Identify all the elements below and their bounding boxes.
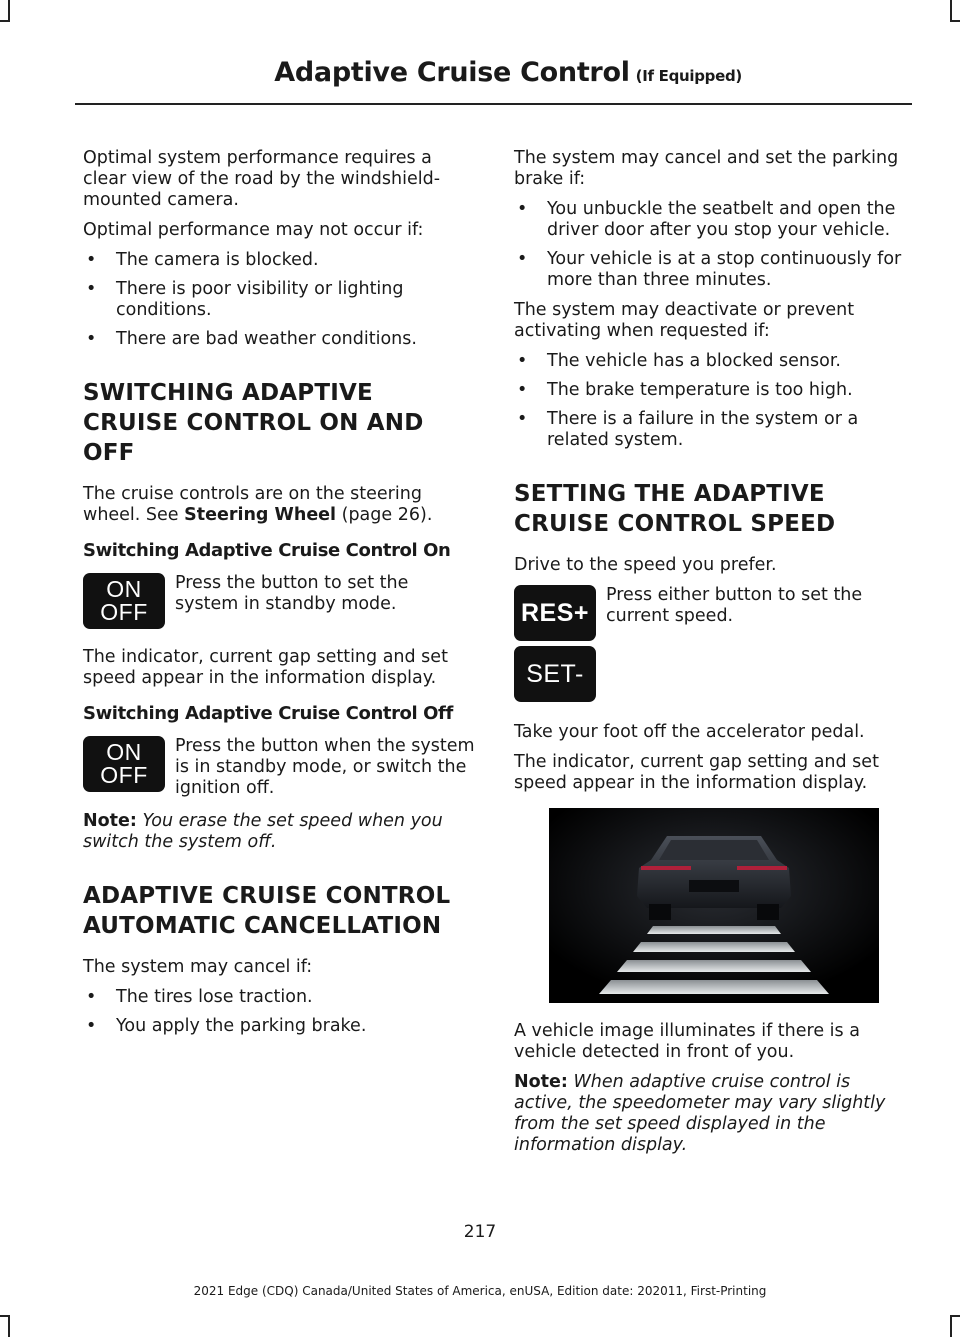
bullet-list [514, 199, 907, 291]
crop-mark [8, 0, 10, 20]
gap-bar [599, 980, 829, 994]
list-item-text: The camera is blocked. [116, 250, 319, 270]
heading-line: SETTING THE ADAPTIVE [514, 481, 825, 507]
gap-bar [633, 942, 795, 952]
crop-mark [950, 0, 952, 20]
bullet: • [517, 409, 528, 429]
list-item [83, 279, 476, 321]
set-minus-button-icon [514, 646, 596, 702]
list-item [83, 250, 476, 271]
text: (page 26). [336, 505, 433, 525]
note-text: When adaptive cruise control is active, the speedometer may vary slightly from the set speed displayed in the information display. [514, 1072, 886, 1155]
icon-label: OFF [100, 599, 148, 625]
note-text: You erase the set speed when you switch the system off. [83, 811, 443, 852]
list-item-text: You apply the parking brake. [116, 1016, 367, 1036]
list-item-text: There is poor visibility or lighting conditions. [116, 279, 404, 320]
section-heading [83, 881, 476, 941]
subsection-heading: Switching Adaptive Cruise Control On [83, 540, 451, 561]
crop-mark [0, 1315, 10, 1317]
paragraph: Drive to the speed you prefer. [514, 555, 777, 575]
left-column [83, 148, 476, 1046]
on-off-button-icon [83, 736, 165, 792]
page-number: 217 [463, 1222, 497, 1242]
crop-mark [950, 1317, 952, 1337]
icon-label: SET- [526, 659, 584, 688]
page-header [274, 57, 742, 88]
list-item [514, 199, 907, 241]
paragraph: The system may deactivate or prevent activating when requested if: [514, 300, 855, 341]
paragraph: The system may cancel and set the parking brake if: [514, 148, 899, 189]
text: The cruise controls are on the steering wheel. See [83, 484, 422, 525]
heading-line: CRUISE CONTROL ON AND OFF [83, 410, 424, 466]
car-illustration [549, 808, 879, 1003]
lead-vehicle-display-image [549, 808, 879, 1003]
on-off-button-icon [83, 573, 165, 629]
icon-label: ON [106, 739, 142, 765]
paragraph: Optimal performance may not occur if: [83, 220, 424, 240]
crop-mark [950, 1315, 960, 1317]
note-label: Note: [514, 1072, 568, 1092]
icon-description: Press the button when the system is in standby mode, or switch the ignition off. [175, 736, 475, 798]
icon-description: Press the button to set the system in standby mode. [175, 573, 409, 614]
list-item [514, 380, 907, 401]
list-item-text: The vehicle has a blocked sensor. [547, 351, 841, 371]
paragraph: The system may cancel if: [83, 957, 313, 977]
list-item [83, 1016, 476, 1037]
list-item-text: You unbuckle the seatbelt and open the driver door after you stop your vehicle. [547, 199, 896, 240]
note [83, 811, 476, 853]
header-subtitle: (If Equipped) [635, 67, 742, 85]
list-item [514, 249, 907, 291]
bullet: • [517, 249, 528, 269]
paragraph: A vehicle image illuminates if there is a vehicle detected in front of you. [514, 1021, 860, 1062]
list-item [514, 409, 907, 451]
bullet-list [514, 351, 907, 451]
bullet: • [86, 987, 97, 1007]
gap-bar [617, 960, 811, 972]
heading-line: SWITCHING ADAPTIVE [83, 380, 373, 406]
bullet: • [86, 250, 97, 270]
edition-line: 2021 Edge (CDQ) Canada/United States of America, enUSA, Edition date: 202011, First-Printing [193, 1284, 767, 1298]
list-item-text: The tires lose traction. [116, 987, 313, 1007]
paragraph: The indicator, current gap setting and set speed appear in the information display. [514, 752, 879, 793]
paragraph: Take your foot off the accelerator pedal. [514, 722, 865, 742]
bullet-list [83, 250, 476, 350]
icon-row [83, 736, 476, 799]
heading-line: CRUISE CONTROL SPEED [514, 511, 836, 537]
bullet: • [86, 1016, 97, 1036]
res-plus-button-icon [514, 585, 596, 641]
note [514, 1072, 907, 1156]
list-item-text: The brake temperature is too high. [547, 380, 853, 400]
header-rule [75, 103, 912, 105]
header-title: Adaptive Cruise Control [274, 57, 630, 88]
paragraph: Optimal system performance requires a clear view of the road by the windshield-mounted camera. [83, 148, 441, 210]
icon-label: ON [106, 576, 142, 602]
heading-line: ADAPTIVE CRUISE CONTROL [83, 883, 451, 909]
heading-line: AUTOMATIC CANCELLATION [83, 913, 442, 939]
paragraph: The indicator, current gap setting and set speed appear in the information display. [83, 647, 448, 688]
icon-row [514, 585, 907, 710]
list-item [83, 329, 476, 350]
bullet: • [517, 380, 528, 400]
crop-mark [950, 20, 960, 22]
bullet: • [86, 279, 97, 299]
bullet-list [83, 987, 476, 1037]
icon-description: Press either button to set the current speed. [606, 585, 863, 626]
right-column [514, 148, 907, 1165]
section-heading [514, 479, 907, 539]
bullet: • [86, 329, 97, 349]
icon-row [83, 573, 476, 635]
list-item [514, 351, 907, 372]
list-item [83, 987, 476, 1008]
section-heading [83, 378, 476, 468]
icon-label: OFF [100, 762, 148, 788]
gap-bar [647, 926, 781, 934]
crop-mark [0, 20, 10, 22]
list-item-text: There is a failure in the system or a related system. [547, 409, 859, 450]
list-item-text: Your vehicle is at a stop continuously for more than three minutes. [547, 249, 902, 290]
note-label: Note: [83, 811, 137, 831]
bullet: • [517, 351, 528, 371]
crop-mark [8, 1317, 10, 1337]
bullet: • [517, 199, 528, 219]
subsection-heading: Switching Adaptive Cruise Control Off [83, 703, 453, 724]
paragraph [83, 484, 476, 526]
steering-wheel-link[interactable]: Steering Wheel [184, 505, 337, 525]
icon-label: RES+ [520, 598, 589, 627]
list-item-text: There are bad weather conditions. [116, 329, 417, 349]
